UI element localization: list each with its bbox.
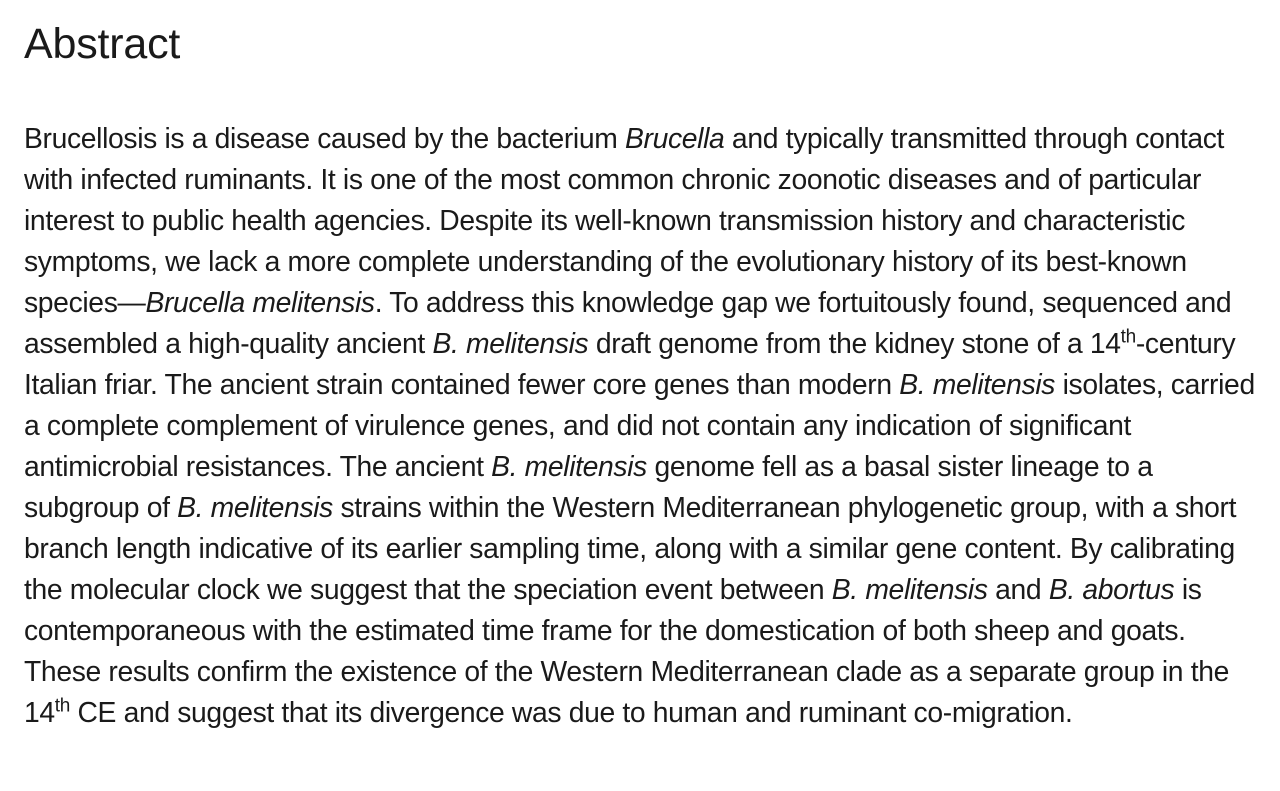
abstract-text-segment: and typically transmitted through contact with infected ruminants. It is one of the most common chronic zoonotic diseases and of particular interest to public health agencies. Despite its well-known transmission history and characteristic symptoms, we lack a more complete understanding of the evolutionary history of its best-known species— xyxy=(24,122,1225,318)
species-name-italic: B. melitensis xyxy=(899,368,1056,400)
abstract-text-segment: strains within the Western Mediterranean phylogenetic group, with a short branch length indicative of its earlier sampling time, along with a similar gene content. By calibrating the molecular clock we suggest that the speciation event between xyxy=(24,491,1237,605)
abstract-text-segment: isolates, carried a complete complement of virulence genes, and did not contain any indication of significant antimicrobial resistances. The ancient xyxy=(24,368,1255,482)
species-name-italic: B. melitensis xyxy=(177,491,333,523)
ordinal-superscript: th xyxy=(1120,326,1136,348)
species-name-italic: B. melitensis xyxy=(831,573,988,605)
species-name-italic: B. abortus xyxy=(1048,573,1175,605)
ordinal-superscript: th xyxy=(54,695,70,717)
abstract-text-segment: and xyxy=(987,573,1049,605)
species-name-italic: B. melitensis xyxy=(432,327,589,359)
abstract-text-segment: is contemporaneous with the estimated time frame for the domestication of both sheep and goats. These results confirm the existence of the Western Mediterranean clade as a separate group in the 14 xyxy=(24,573,1229,728)
abstract-text-segment: genome fell as a basal sister lineage to a subgroup of xyxy=(24,450,1153,523)
abstract-text-segment: CE and suggest that its divergence was due to human and ruminant co-migration. xyxy=(69,696,1073,728)
abstract-text-segment: . To address this knowledge gap we fortuitously found, sequenced and assembled a high-quality ancient xyxy=(24,286,1232,359)
abstract-text xyxy=(24,118,1264,733)
species-name-italic: Brucella xyxy=(624,122,725,154)
species-name-italic: Brucella melitensis xyxy=(145,286,375,318)
abstract-heading: Abstract xyxy=(24,20,181,68)
abstract-text-segment: draft genome from the kidney stone of a 14 xyxy=(588,327,1121,359)
abstract-text-segment: Brucellosis is a disease caused by the bacterium xyxy=(24,122,625,154)
species-name-italic: B. melitensis xyxy=(491,450,647,482)
abstract-text-segment: -century Italian friar. The ancient strain contained fewer core genes than modern xyxy=(24,327,1236,400)
